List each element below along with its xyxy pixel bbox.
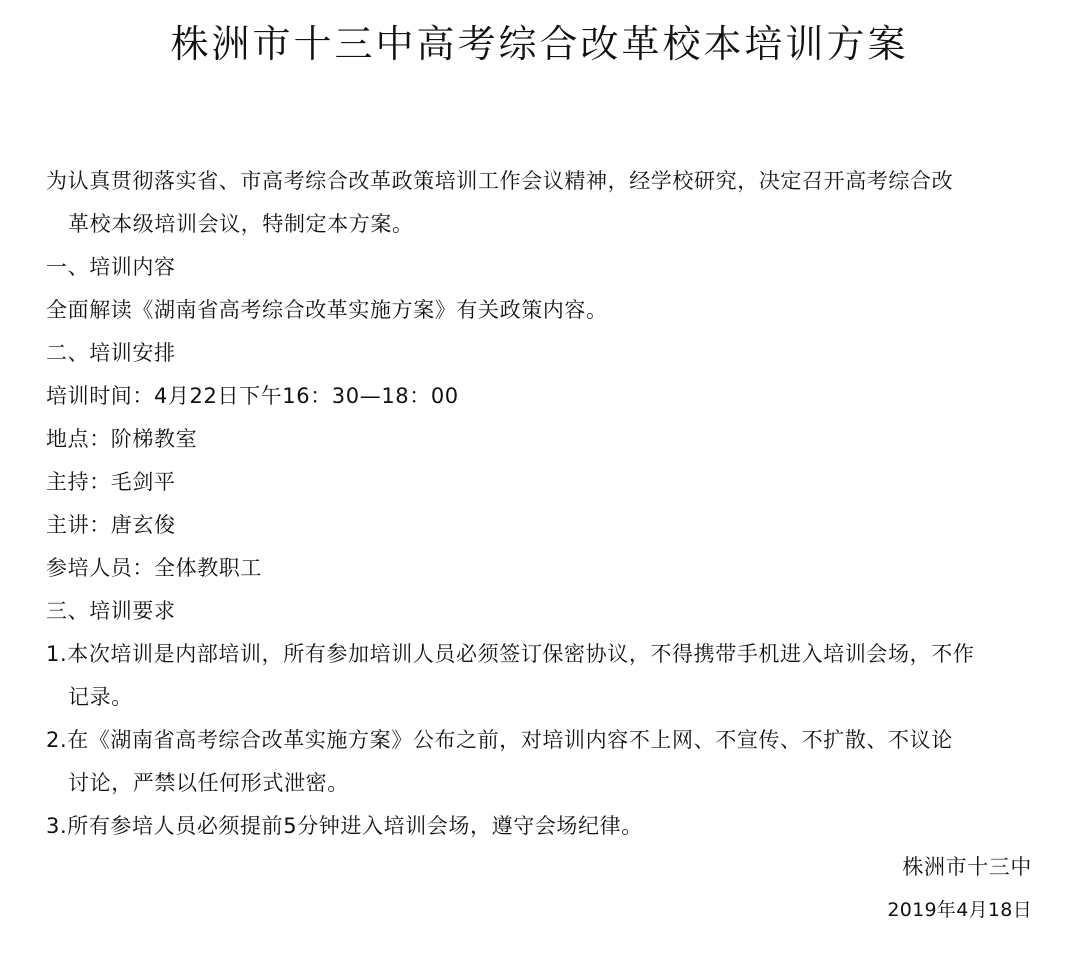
- section-2-heading: 二、培训安排: [46, 341, 176, 365]
- requirement-3: 3.所有参培人员必须提前5分钟进入培训会场，遵守会场纪律。: [46, 814, 643, 838]
- document-title: 株洲市十三中高考综合改革校本培训方案: [170, 22, 909, 66]
- requirement-1-line-1: 1.本次培训是内部培训，所有参加培训人员必须签订保密协议，不得携带手机进入培训会场，不作: [46, 642, 975, 666]
- training-host: 主持：毛剑平: [46, 470, 176, 494]
- training-location: 地点：阶梯教室: [46, 427, 198, 451]
- requirement-1-line-2: 记录。: [68, 685, 133, 709]
- section-1-heading: 一、培训内容: [46, 255, 176, 279]
- signature-block: [887, 846, 1032, 932]
- intro-line-1: 为认真贯彻落实省、市高考综合改革政策培训工作会议精神，经学校研究，决定召开高考综合改: [46, 169, 954, 193]
- section-3-heading: 三、培训要求: [46, 599, 176, 623]
- training-time: 培训时间：4月22日下午16：30—18：00: [46, 384, 459, 408]
- document-body: [46, 160, 1046, 848]
- requirement-2-line-1: 2.在《湖南省高考综合改革实施方案》公布之前，对培训内容不上网、不宣传、不扩散、不议论: [46, 728, 953, 752]
- signature-date: 2019年4月18日: [887, 899, 1032, 921]
- training-attendees: 参培人员：全体教职工: [46, 556, 262, 580]
- intro-line-2: 革校本级培训会议，特制定本方案。: [68, 212, 414, 236]
- section-1-content: 全面解读《湖南省高考综合改革实施方案》有关政策内容。: [46, 298, 608, 322]
- requirement-2-line-2: 讨论，严禁以任何形式泄密。: [68, 771, 349, 795]
- signature-org: 株洲市十三中: [902, 855, 1032, 879]
- training-speaker: 主讲：唐玄俊: [46, 513, 176, 537]
